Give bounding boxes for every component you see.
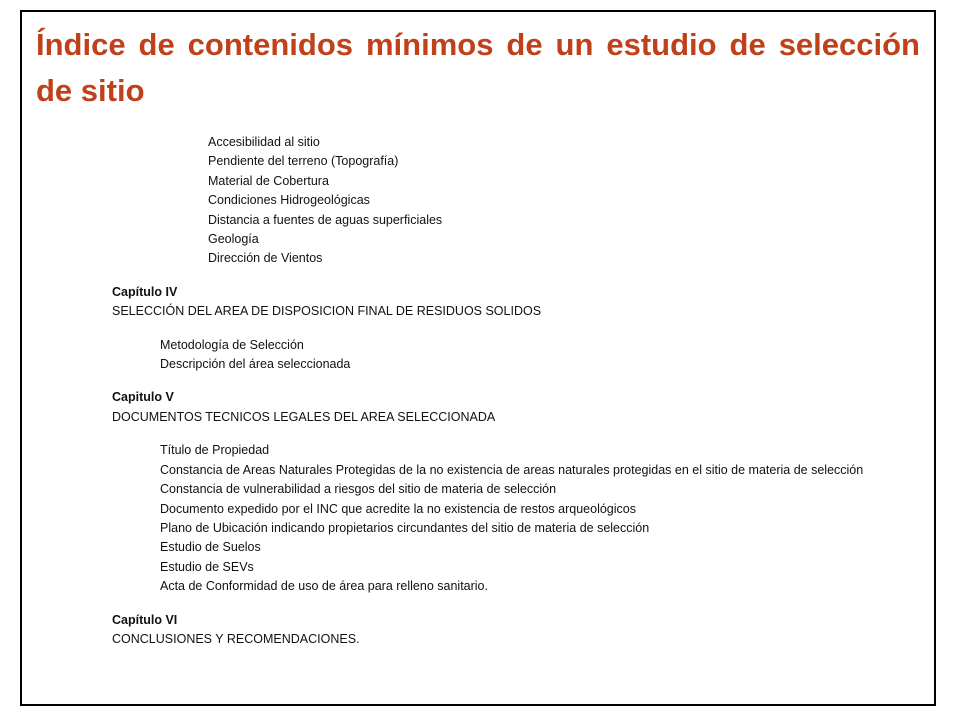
criteria-item: Distancia a fuentes de aguas superficiales	[208, 212, 443, 227]
chapter-vi-subtitle: CONCLUSIONES Y RECOMENDACIONES.	[112, 631, 360, 646]
criteria-item: Accesibilidad al sitio	[208, 135, 320, 149]
criteria-item: Condiciones Hidrogeológicas	[208, 193, 370, 208]
chapter-iv-item: Metodología de Selección	[160, 337, 304, 352]
criteria-item: Dirección de Vientos	[208, 251, 323, 266]
criteria-item: Geología	[208, 232, 259, 247]
chapter-v-item: Constancia de vulnerabilidad a riesgos del sitio de materia de selección	[160, 482, 557, 497]
slide-title: Índice de contenidos mínimos de un estudio de selección de sitio	[36, 27, 920, 108]
site-criteria-list	[112, 133, 922, 269]
chapter-iv-item: Descripción del área seleccionada	[160, 357, 351, 372]
chapter-iv-heading: Capítulo IV	[112, 284, 178, 299]
criteria-item: Material de Cobertura	[208, 173, 329, 188]
chapter-v-item: Constancia de Areas Naturales Protegidas de la no existencia de areas naturales protegidas en el sitio de materia de selección	[160, 462, 864, 477]
chapter-v-item: Título de Propiedad	[160, 443, 270, 458]
chapter-vi-heading: Capítulo VI	[112, 612, 178, 627]
chapter-v-list	[112, 441, 922, 596]
chapter-v-item: Estudio de Suelos	[160, 540, 261, 555]
criteria-item: Pendiente del terreno (Topografía)	[208, 154, 399, 169]
chapter-iv-subtitle: SELECCIÓN DEL AREA DE DISPOSICION FINAL DE RESIDUOS SOLIDOS	[112, 304, 542, 319]
chapter-iv-list	[112, 336, 922, 375]
chapter-v-item: Plano de Ubicación indicando propietarios circundantes del sitio de materia de selección	[160, 520, 650, 535]
chapter-v-item: Acta de Conformidad de uso de área para relleno sanitario.	[160, 579, 488, 594]
chapter-v-item: Documento expedido por el INC que acredite la no existencia de restos arqueológicos	[160, 501, 636, 516]
chapter-v-subtitle: DOCUMENTOS TECNICOS LEGALES DEL AREA SELECCIONADA	[112, 409, 496, 424]
content-body	[112, 133, 922, 649]
chapter-v-heading: Capitulo V	[112, 390, 174, 405]
chapter-v-item: Estudio de SEVs	[160, 559, 254, 574]
